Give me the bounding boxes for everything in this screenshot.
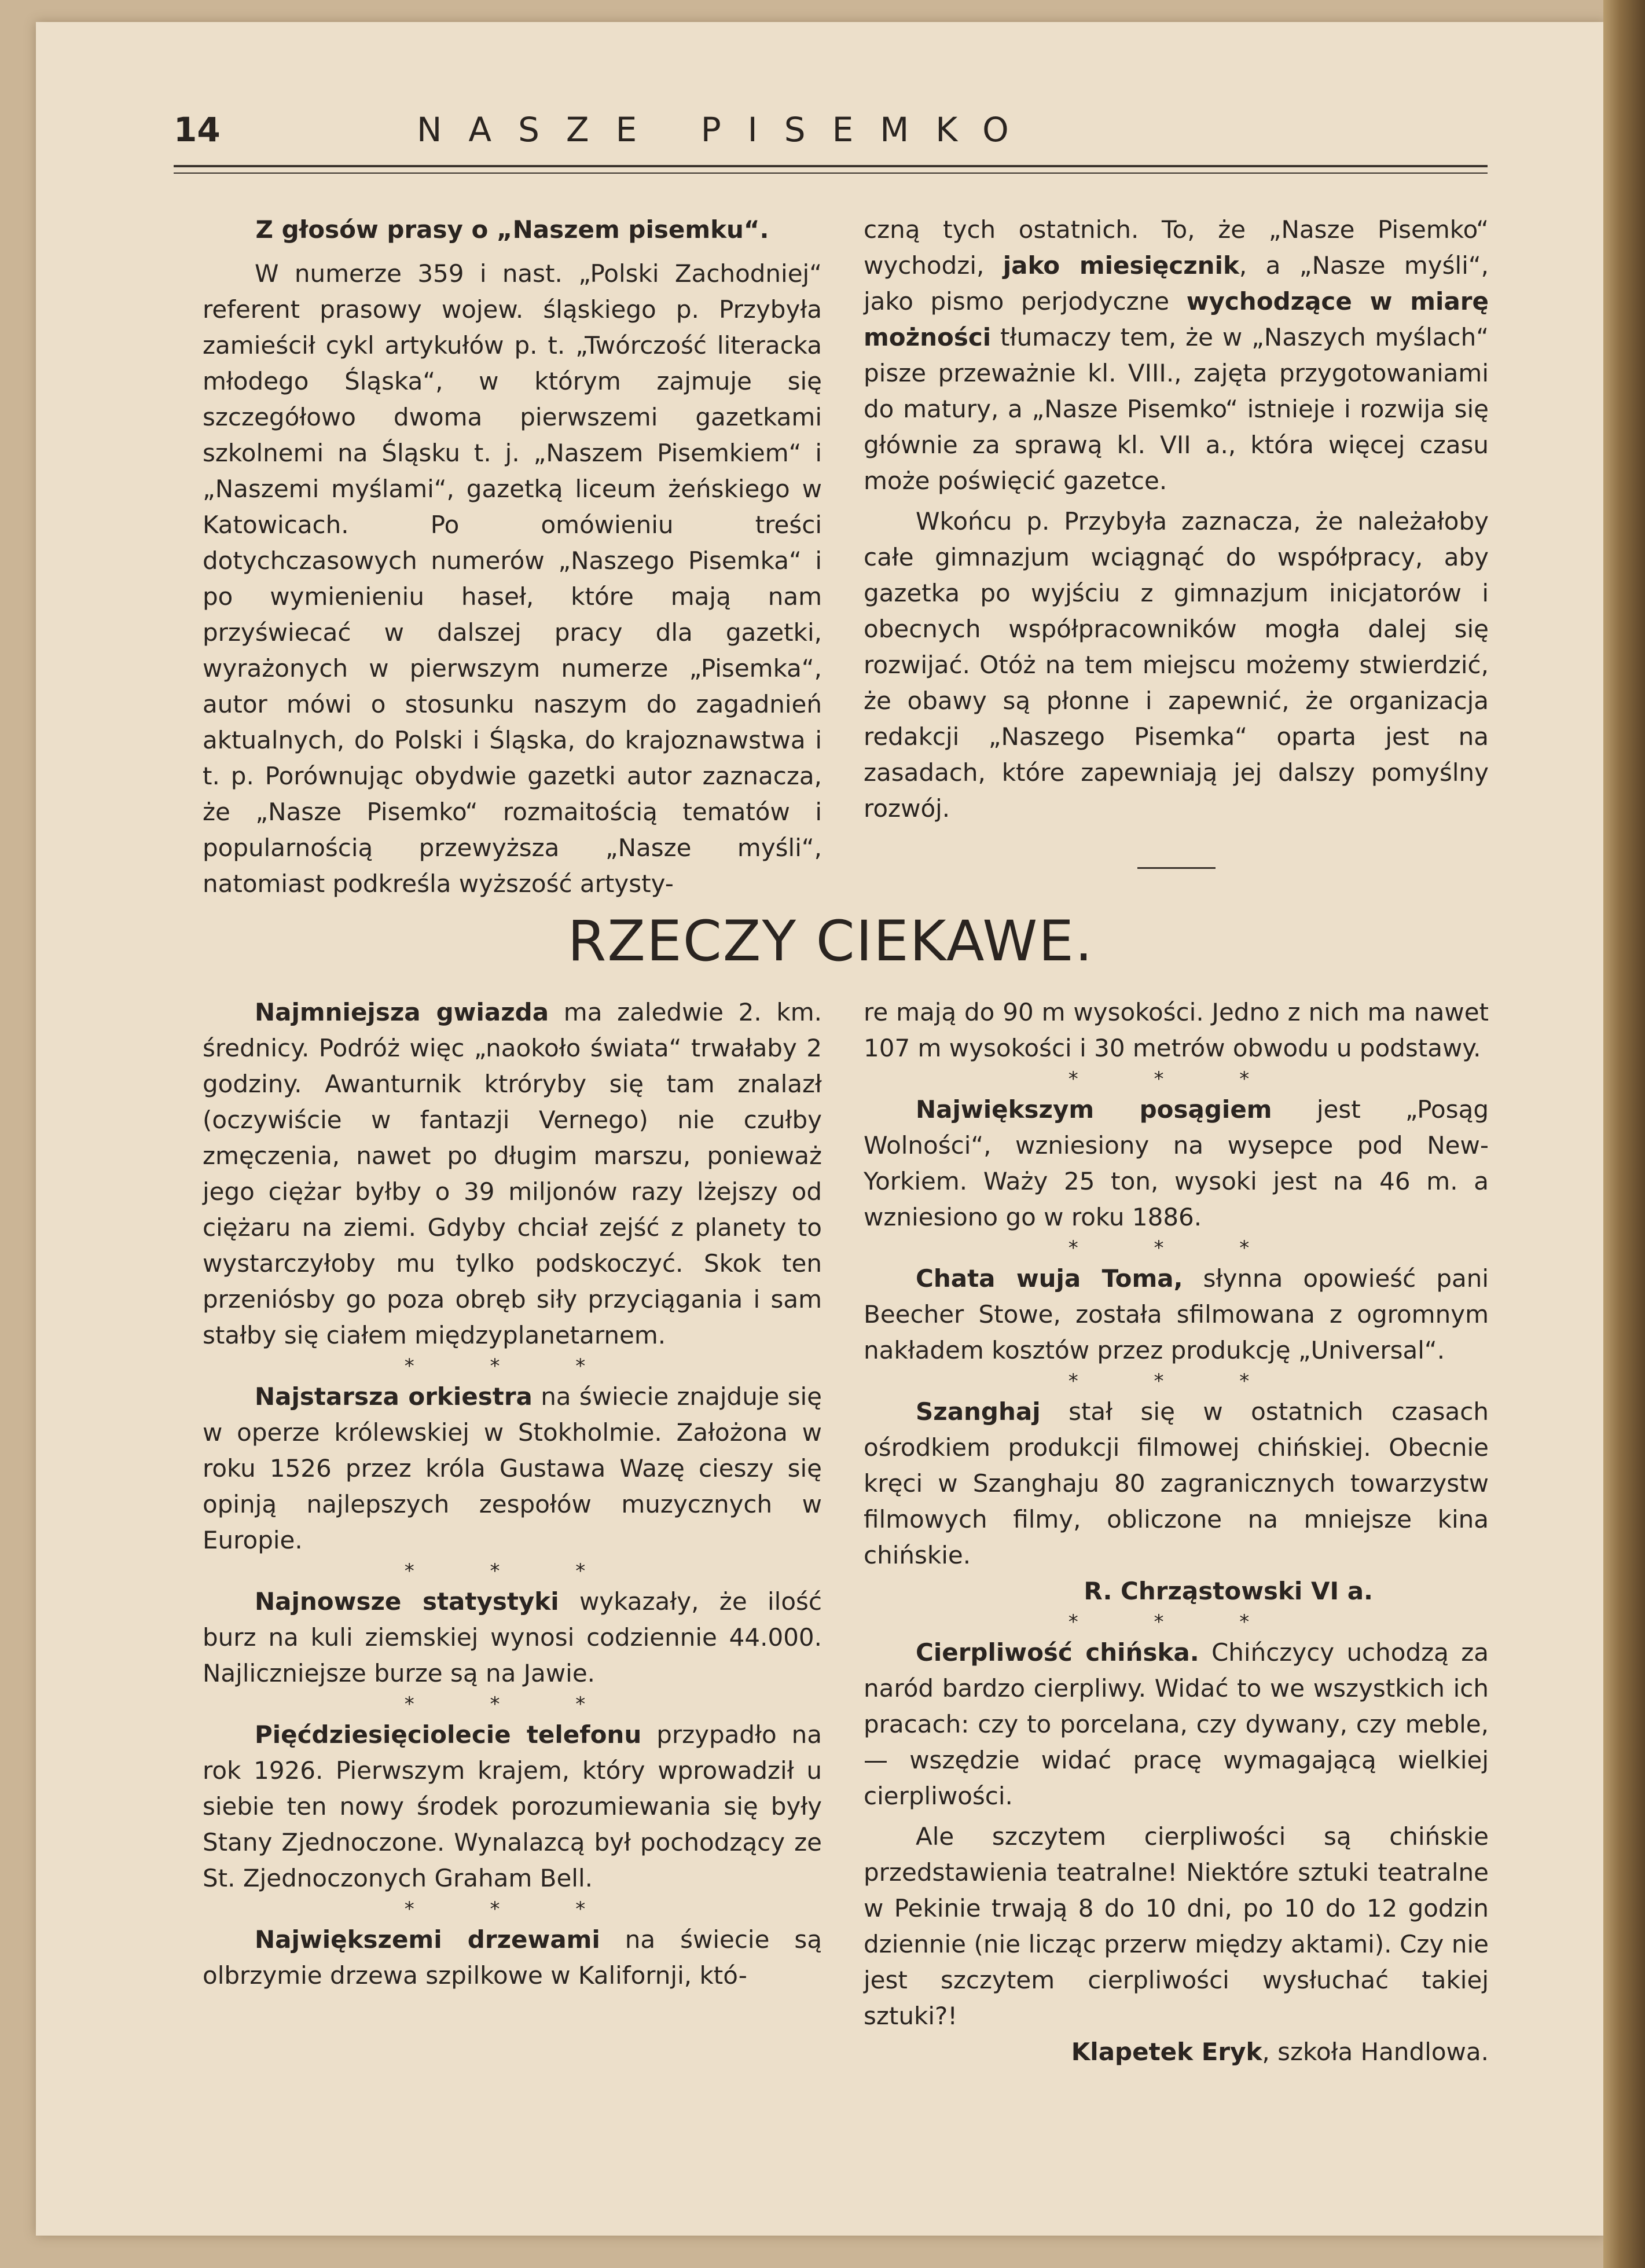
separator-stars: * * * (404, 1898, 620, 1921)
item-uncle-toms-cabin: Chata wuja Toma, słynna opowieść pani Beecher Stowe, została sfilmowana z ogromnym nakładem kosztów przez produkcję „Universal“. (864, 1264, 1489, 1364)
binding-edge (1603, 0, 1645, 2268)
item-telephone: Pięćdziesięciolecie telefonu przypadło na rok 1926. Pierwszym krajem, który wprowadził u siebie ten nowy środek porozumiewania się były Stany Zjednoczone. Wynalazcą był pochodzący ze St. Zjednoczonych Graham Bell. (203, 1720, 822, 1892)
separator-stars: * * * (1068, 1370, 1284, 1393)
signature-chrzastowski: R. Chrząstowski VI a. (1084, 1577, 1373, 1605)
item-biggest-trees: Największemi drzewami na świecie są olbrzymie drzewa szpilkowe w Kalifornji, któ- (203, 1925, 822, 1990)
item-statue: Największym posągiem jest „Posąg Wolności“, wzniesiony na wysepce pod New-Yorkiem. Waży 25 ton, wysoki jest na 46 m. a wzniesiono go w roku 1886. (864, 1095, 1489, 1231)
journal-title: NASZE PISEMKO (417, 110, 1036, 149)
header-rule (174, 165, 1488, 167)
article1-left-column (203, 212, 822, 902)
article1-left-text: W numerze 359 i nast. „Polski Zachodniej“ referent prasowy wojew. śląskiego p. Przybyła zamieścił cykl artykułów p. t. „Twórczość literacka młodego Śląska“, w którym zajmuje się szczegółowo dwoma pierwszemi gazetkami szkolnemi na Śląsku t. j. „Naszem Pisemkiem“ i „Naszemi myślami“, gazetką liceum żeńskiego w Katowicach. Po omówieniu treści dotychczasowych numerów „Naszego Pisemka“ i po wymienieniu haseł, które mają nam przyświecać w dalszej pracy dla gazetki, wyrażonych w pierwszym numerze „Pisemka“, autor mówi o stosunku naszym do zagadnień aktualnych, do Polski i Śląska, do krajoznawstwa i t. p. Porównując obydwie gazetki autor zaznacza, że „Nasze Pisemko“ rozmaitością tematów i popularnością przewyższa „Nasze myśli“, natomiast podkreśla wyższość artysty- (203, 259, 822, 898)
item-chinese-patience-p2: Ale szczytem cierpliwości są chińskie przedstawienia teatralne! Niektóre sztuki teatralne w Pekinie trwają 8 do 10 dni, po 10 do 12 godzin dziennie (nie licząc przerw między aktami). Czy nie jest szczytem cierpliwości wysłuchać takiej sztuki?! (864, 1822, 1489, 2030)
item-smallest-star: Najmniejsza gwiazda ma zaledwie 2. km. średnicy. Podróż więc „naokoło świata“ trwałaby 2 godziny. Awanturnik ktróryby się tam znalazł (oczywiście w fantazji Vernego) nie czułby zmęczenia, nawet po długim marszu, ponieważ jego ciężar byłby o 39 miljonów razy lżejszy od ciężaru na ziemi. Gdyby chciał zejść z planety to wystarczyłoby mu tylko podskoczyć. Skok ten przeniósby go poza obręb siły przyciągania i sam stałby się ciałem międzyplanetarnem. (203, 998, 822, 1349)
item-statistics: Najnowsze statystyki wykazały, że ilość burz na kuli ziemskiej wynosi codziennie 44.000. Najliczniejsze burze są na Jawie. (203, 1587, 822, 1687)
article1-right-paragraph2: Wkońcu p. Przybyła zaznacza, że należałoby całe gimnazjum wciągnąć do współpracy, aby gazetka po wyjściu z gimnazjum inicjatorów i obecnych współpracowników mogła dalej się rozwijać. Otóż na tem miejscu możemy stwierdzić, że obawy są płonne i zapewnić, że organizacja redakcji „Naszego Pisemka“ oparta jest na zasadach, które zapewniają jej dalszy pomyślny rozwój. (864, 507, 1489, 823)
article1-title: Z głosów prasy o „Naszem pisemku“. (255, 215, 769, 244)
item-chinese-patience: Cierpliwość chińska. Chińczycy uchodzą za naród bardzo cierpliwy. Widać to we wszystkich ich pracach: czy to porcelana, czy dywany, czy meble, — wszędzie widać pracę wymagającą wielkiej cierpliwości. (864, 1638, 1489, 1810)
item-shanghai: Szanghaj stał się w ostatnich czasach ośrodkiem produkcji filmowej chińskiej. Obecnie kręci w Szanghaju 80 zagranicznych towarzystw filmowych filmy, obliczone na mniejsze kina chińskie. (864, 1397, 1489, 1569)
article1-right-column (864, 212, 1489, 827)
header-rule-thin (174, 173, 1488, 174)
separator-stars: * * * (1068, 1236, 1284, 1260)
curiosities-left-column (203, 994, 822, 1994)
signature-klapetek: Klapetek Eryk, szkoła Handlowa. (1071, 2038, 1489, 2066)
separator-stars: * * * (1068, 1610, 1284, 1634)
article1-right-paragraph1: czną tych ostatnich. To, że „Nasze Pisemko“ wychodzi, jako miesięcznik, a „Nasze myśli“, jako pismo perjodyczne wychodzące w miarę możności tłumaczy tem, że w „Naszych myślach“ pisze przeważnie kl. VIII., zajęta przygotowaniami do matury, a „Nasze Pisemko“ istnieje i rozwija się głównie za sprawą kl. VII a., która więcej czasu może poświęcić gazetce. (864, 215, 1489, 495)
running-header (174, 110, 1488, 156)
article-end-dash (1137, 867, 1216, 869)
section-title: RZECZY CIEKAWE. (567, 909, 1094, 974)
curiosities-right-column (864, 994, 1489, 2070)
page-number: 14 (174, 110, 221, 149)
separator-stars: * * * (404, 1693, 620, 1716)
item-biggest-trees-continued: re mają do 90 m wysokości. Jedno z nich ma nawet 107 m wysokości i 30 metrów obwodu u podstawy. (864, 998, 1489, 1062)
separator-stars: * * * (404, 1559, 620, 1583)
emphasis-monthly: jako miesięcznik (1003, 251, 1239, 280)
separator-stars: * * * (1068, 1067, 1284, 1091)
item-oldest-orchestra: Najstarsza orkiestra na świecie znajduje się w operze królewskiej w Stokholmie. Założona w roku 1526 przez króla Gustawa Wazę cieszy się opinją najlepszych zespołów muzycznych w Europie. (203, 1382, 822, 1554)
separator-stars: * * * (404, 1355, 620, 1378)
emphasis-as-possible: wychodzące w miarę możności (864, 287, 1489, 351)
